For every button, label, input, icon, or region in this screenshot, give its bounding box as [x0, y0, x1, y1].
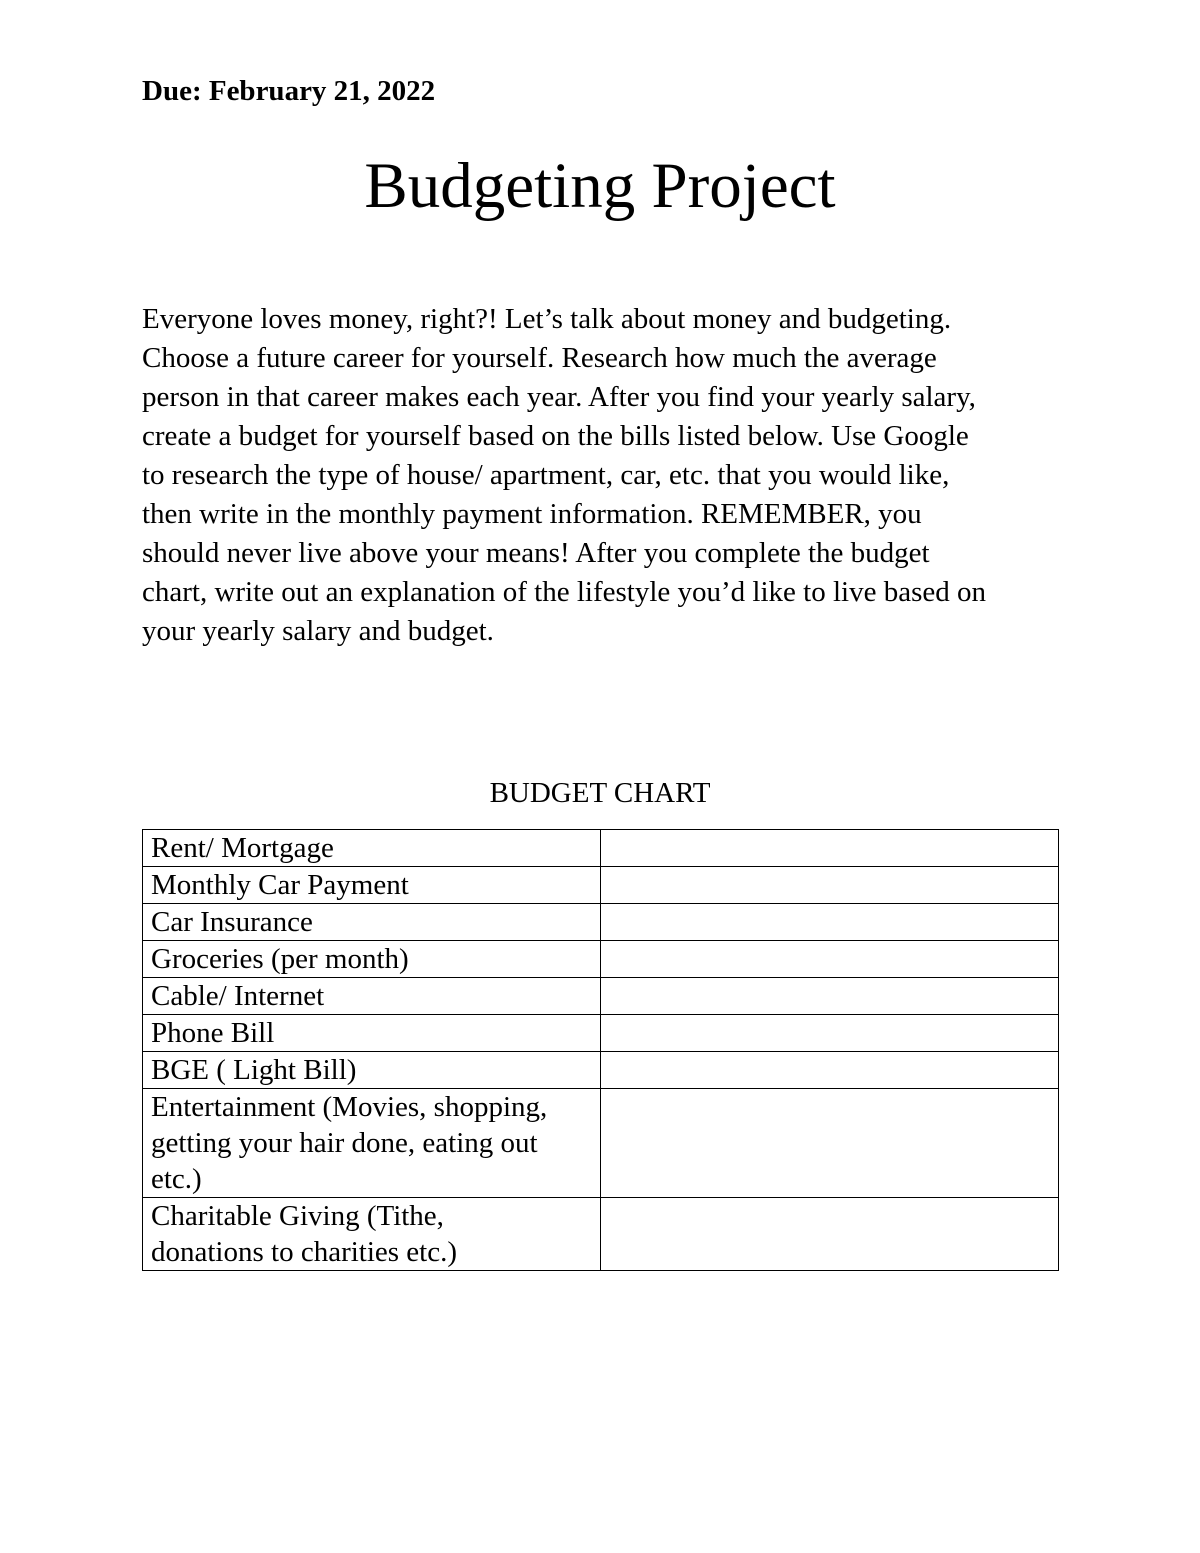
intro-line: should never live above your means! After you complete the budget [142, 537, 930, 569]
row-label-line: etc.) [151, 1163, 202, 1195]
row-label-light-bill [143, 1052, 601, 1089]
budget-chart-heading: BUDGET CHART [489, 777, 711, 809]
row-label-line: Phone Bill [151, 1017, 275, 1049]
due-date: Due: February 21, 2022 [142, 75, 436, 107]
table-row [143, 941, 1059, 978]
row-value-groceries[interactable] [601, 941, 1059, 978]
row-label-line: Car Insurance [151, 906, 313, 938]
row-label-entertainment [143, 1089, 601, 1198]
intro-line: person in that career makes each year. After you find your yearly salary, [142, 381, 976, 413]
row-value-cable-internet[interactable] [601, 978, 1059, 1015]
page-title: Budgeting Project [364, 150, 836, 222]
row-label-line: Groceries (per month) [151, 943, 409, 975]
table-row [143, 1052, 1059, 1089]
row-value-light-bill[interactable] [601, 1052, 1059, 1089]
row-value-entertainment[interactable] [601, 1089, 1059, 1198]
intro-line: Everyone loves money, right?! Let’s talk about money and budgeting. [142, 303, 952, 335]
row-label-line: donations to charities etc.) [151, 1236, 458, 1268]
intro-line: Choose a future career for yourself. Research how much the average [142, 342, 937, 374]
row-value-car-insurance[interactable] [601, 904, 1059, 941]
budget-table [142, 829, 1059, 1271]
table-row [143, 904, 1059, 941]
table-row [143, 1198, 1059, 1271]
intro-line: create a budget for yourself based on the bills listed below. Use Google [142, 420, 969, 452]
row-label-rent-mortgage [143, 830, 601, 867]
row-label-cable-internet [143, 978, 601, 1015]
row-label-line: getting your hair done, eating out [151, 1127, 538, 1159]
row-label-line: Cable/ Internet [151, 980, 325, 1012]
table-row [143, 830, 1059, 867]
intro-line: your yearly salary and budget. [142, 615, 494, 647]
intro-line: then write in the monthly payment information. REMEMBER, you [142, 498, 922, 530]
row-label-line: BGE ( Light Bill) [151, 1054, 357, 1086]
intro-line: to research the type of house/ apartment, car, etc. that you would like, [142, 459, 950, 491]
row-label-line: Entertainment (Movies, shopping, [151, 1091, 548, 1123]
table-row [143, 1089, 1059, 1198]
row-value-rent-mortgage[interactable] [601, 830, 1059, 867]
row-label-line: Monthly Car Payment [151, 869, 409, 901]
intro-line: chart, write out an explanation of the lifestyle you’d like to live based on [142, 576, 986, 608]
row-value-charitable-giving[interactable] [601, 1198, 1059, 1271]
row-value-car-payment[interactable] [601, 867, 1059, 904]
table-row [143, 1015, 1059, 1052]
intro-paragraph [142, 300, 1102, 651]
row-label-car-payment [143, 867, 601, 904]
row-label-line: Charitable Giving (Tithe, [151, 1200, 444, 1232]
row-label-groceries [143, 941, 601, 978]
row-label-charitable-giving [143, 1198, 601, 1271]
table-row [143, 867, 1059, 904]
row-label-car-insurance [143, 904, 601, 941]
row-value-phone-bill[interactable] [601, 1015, 1059, 1052]
row-label-phone-bill [143, 1015, 601, 1052]
table-row [143, 978, 1059, 1015]
row-label-line: Rent/ Mortgage [151, 832, 334, 864]
